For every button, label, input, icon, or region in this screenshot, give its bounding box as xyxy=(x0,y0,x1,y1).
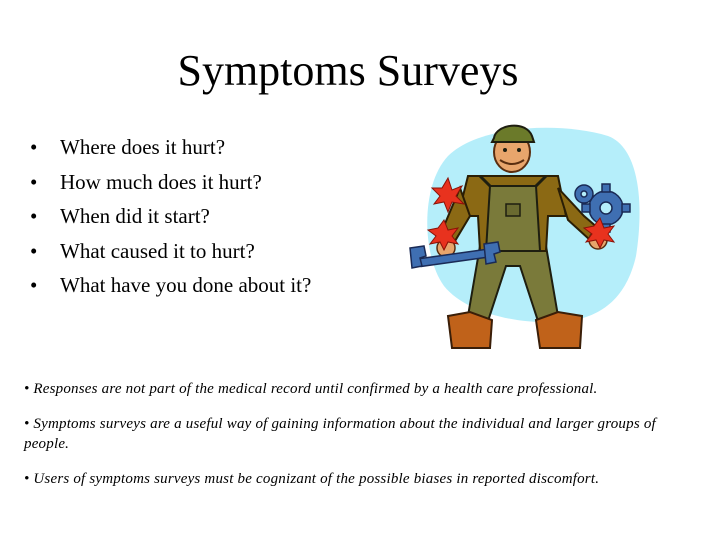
clipart-overalls xyxy=(486,186,540,251)
bullet-dot: • xyxy=(30,273,38,297)
bullet-item xyxy=(30,165,311,200)
slide-title: Symptoms Surveys xyxy=(177,46,519,95)
note: • Symptoms surveys are a useful way of gaining information about the individual and larger groups of people. xyxy=(24,416,656,452)
bullet-text: Where does it hurt? xyxy=(60,135,226,159)
bullet-item xyxy=(30,199,311,234)
note: • Users of symptoms surveys must be cognizant of the possible biases in reported discomfort. xyxy=(24,471,600,487)
worker-in-pain-icon xyxy=(408,116,644,356)
bullet-list xyxy=(30,130,311,303)
clipart-left-boot xyxy=(448,312,492,348)
bullet-item xyxy=(30,234,311,269)
bullet-dot: • xyxy=(30,135,38,159)
bullet-dot: • xyxy=(30,238,38,263)
notes xyxy=(24,379,696,504)
bullet-text: How much does it hurt? xyxy=(60,169,262,194)
bullet-item xyxy=(30,130,311,165)
bullet-text: What have you done about it? xyxy=(60,273,312,297)
bullet-dot: • xyxy=(30,169,38,194)
bullet-text: When did it start? xyxy=(60,204,210,228)
bullet-dot: • xyxy=(30,204,38,228)
bullet-item xyxy=(30,268,311,303)
clipart-right-boot xyxy=(536,312,582,348)
note: • Responses are not part of the medical record until confirmed by a health care professional. xyxy=(24,381,598,397)
bullet-text: What caused it to hurt? xyxy=(60,238,255,263)
